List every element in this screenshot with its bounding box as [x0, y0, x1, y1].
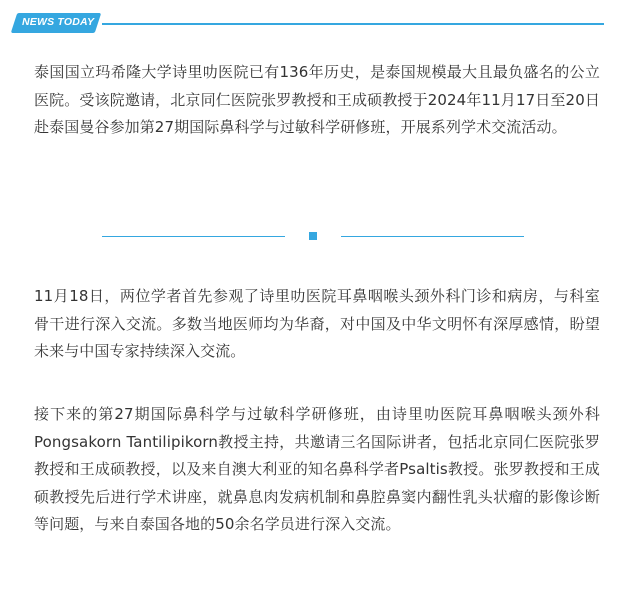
divider-square-icon — [309, 232, 317, 240]
paragraph-visit: 11月18日，两位学者首先参观了诗里叻医院耳鼻咽喉头颈外科门诊和病房，与科室骨干进行深入交流。多数当地医师均为华裔，对中国及中华文明怀有深厚感情，盼望未来与中国专家持续深入交流。 — [34, 287, 600, 360]
paragraph-course: 接下来的第27期国际鼻科学与过敏科学研修班，由诗里叻医院耳鼻咽喉头颈外科Pongsakorn Tantilipikorn教授主持，共邀请三名国际讲者，包括北京同仁医院张罗教授和王成硕教授，以及来自澳大利亚的知名鼻科学者Psaltis教授。张罗教授和王成硕教授先后进行学术讲座，就鼻息肉发病机制和鼻腔鼻窦内翻性乳头状瘤的影像诊断等问题，与来自泰国各地的50余名学员进行深入交流。 — [34, 405, 600, 533]
header-rule — [102, 23, 604, 25]
news-badge-label: NEWS TODAY — [22, 16, 95, 28]
divider-line-left — [102, 236, 285, 237]
news-header — [14, 11, 617, 35]
divider-line-right — [341, 236, 524, 237]
section-divider — [0, 228, 617, 244]
paragraph-intro: 泰国国立玛希隆大学诗里叻医院已有136年历史，是泰国规模最大且最负盛名的公立医院。受该院邀请，北京同仁医院张罗教授和王成硕教授于2024年11月17日至20日赴泰国曼谷参加第27期国际鼻科学与过敏科学研修班，开展系列学术交流活动。 — [34, 63, 600, 136]
